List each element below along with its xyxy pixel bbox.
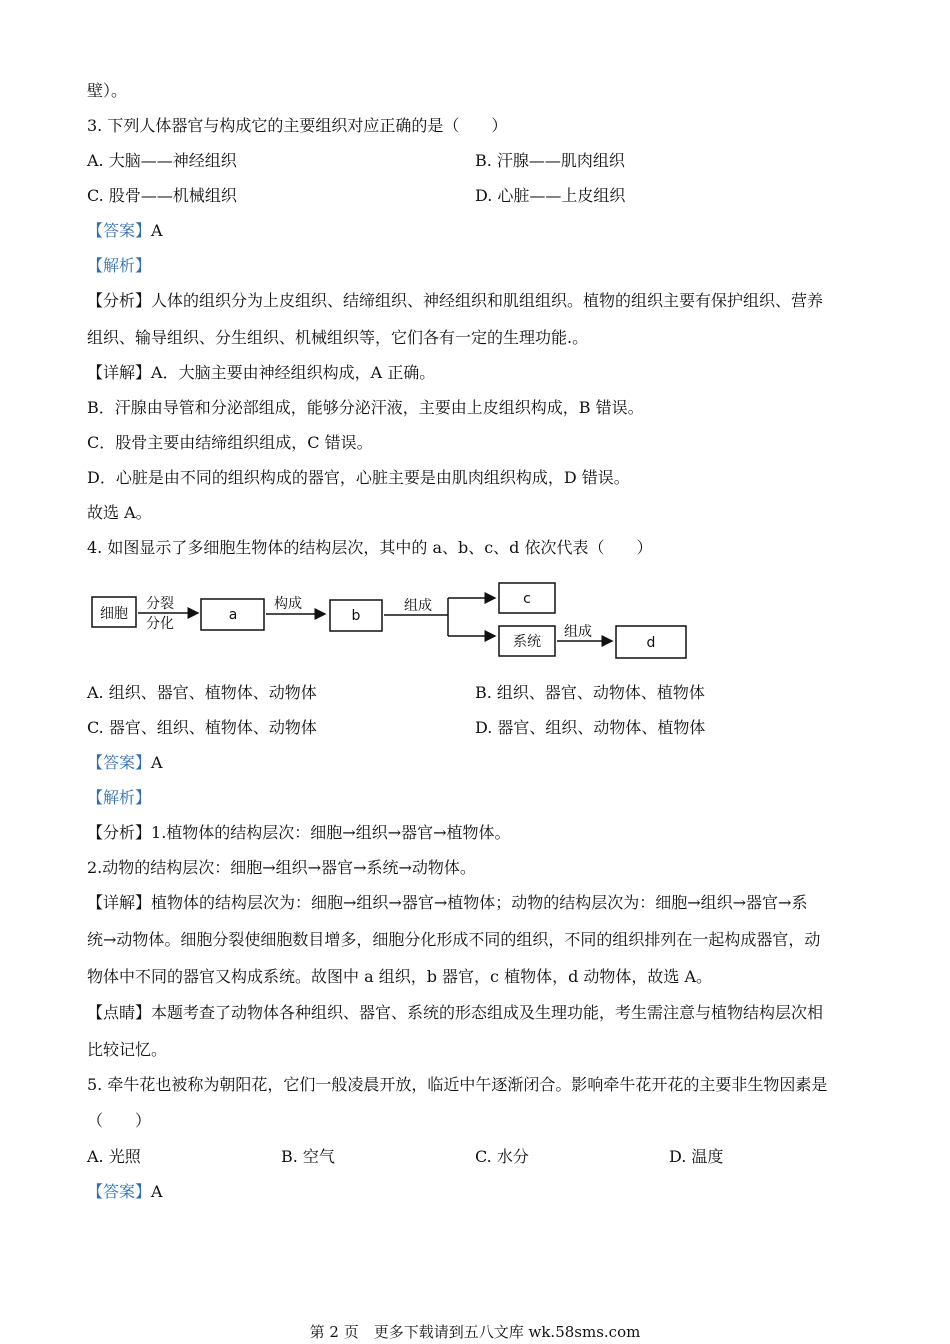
answer-line (87, 220, 163, 242)
q4-option-c: C. 器官、组织、植物体、动物体 (87, 718, 317, 737)
xiangjie-tag: 【详解】 (87, 363, 152, 382)
answer-value-5: A (151, 1182, 163, 1201)
q5-option-c: C. 水分 (475, 1147, 529, 1166)
fenxi-text-4: 1.植物体的结构层次：细胞→组织→器官→植物体。 (151, 823, 511, 842)
answer-tag: 【答案】 (87, 221, 152, 240)
question-3: 3. 下列人体器官与构成它的主要组织对应正确的是（ ） (87, 116, 508, 135)
analysis-line-4b: 2.动物的结构层次：细胞→组织→器官→系统→动物体。 (87, 858, 476, 877)
question-5: 5. 牵牛花也被称为朝阳花，它们一般凌晨开放，临近中午逐渐闭合。影响牵牛花开花的主要非生物因素是 (87, 1075, 828, 1094)
dianjing-tag: 【点睛】 (87, 1003, 152, 1022)
q5-option-b: B. 空气 (281, 1147, 335, 1166)
text-line: 壁）。 (87, 81, 128, 100)
page-footer: 第 2 页 更多下载请到五八文库 wk.58sms.com (309, 1323, 641, 1341)
label-system: 系统 (513, 634, 541, 650)
form-label-2: 组成 (564, 624, 592, 640)
q5-option-d: D. 温度 (669, 1147, 724, 1166)
q3-option-a: A. 大脑——神经组织 (87, 151, 237, 170)
detail-line-b: B．汗腺由导管和分泌部组成，能够分泌汗液，主要由上皮组织构成，B 错误。 (87, 398, 644, 417)
analysis-line-2: 组织、输导组织、分生组织、机械组织等，它们各有一定的生理功能.。 (87, 328, 589, 347)
xiangjie-text: A．大脑主要由神经组织构成，A 正确。 (151, 363, 436, 382)
comment-line (87, 1002, 823, 1024)
q3-option-d: D. 心脏——上皮组织 (475, 186, 626, 205)
question-5-bracket: （ ） (87, 1111, 152, 1130)
q4-option-d: D. 器官、组织、动物体、植物体 (475, 718, 706, 737)
answer-value: A (151, 221, 163, 240)
form-label-1: 组成 (404, 598, 432, 614)
answer-tag-5: 【答案】 (87, 1182, 152, 1201)
detail-line-4 (87, 892, 807, 914)
answer-tag-4: 【答案】 (87, 753, 152, 772)
detail-line-4c: 物体中不同的器官又构成系统。故图中 a 组织，b 器官，c 植物体，d 动物体，故选 A。 (87, 967, 713, 986)
detail-line-c: C．股骨主要由结缔组织组成，C 错误。 (87, 433, 373, 452)
q5-option-a: A. 光照 (87, 1147, 141, 1166)
analysis-tag: 【解析】 (87, 256, 152, 275)
q3-option-b: B. 汗腺——肌肉组织 (475, 151, 625, 170)
detail-line-4b: 统→动物体。细胞分裂使细胞数目增多，细胞分化形成不同的组织，不同的组织排列在一起构成器官，动 (87, 930, 821, 949)
fenxi-tag-4: 【分析】 (87, 823, 152, 842)
detail-line-d: D．心脏是由不同的组织构成的器官，心脏主要是由肌肉组织构成，D 错误。 (87, 468, 630, 487)
answer-value-4: A (151, 753, 163, 772)
label-a: a (228, 607, 238, 623)
fenxi-tag: 【分析】 (87, 291, 152, 310)
fenxi-text: 人体的组织分为上皮组织、结缔组织、神经组织和肌组组织。植物的组织主要有保护组织、营养 (151, 291, 824, 310)
xiangjie-tag-4: 【详解】 (87, 893, 152, 912)
structure-hierarchy-diagram (88, 578, 688, 664)
analysis-tag-4: 【解析】 (87, 788, 152, 807)
xiangjie-text-4: 植物体的结构层次为：细胞→组织→器官→植物体；动物的结构层次为：细胞→组织→器官→系 (151, 893, 808, 912)
q4-option-a: A. 组织、器官、植物体、动物体 (87, 683, 317, 702)
detail-line (87, 362, 435, 384)
q3-option-c: C. 股骨——机械组织 (87, 186, 237, 205)
q4-option-b: B. 组织、器官、动物体、植物体 (475, 683, 705, 702)
label-c: c (523, 591, 531, 607)
answer-line-4 (87, 752, 163, 774)
comment-line-2: 比较记忆。 (87, 1040, 168, 1059)
cell-label: 细胞 (100, 606, 128, 622)
differentiate-label: 分化 (146, 616, 174, 632)
conclusion-line: 故选 A。 (87, 503, 152, 522)
answer-line-5 (87, 1181, 163, 1203)
analysis-line-4 (87, 822, 511, 844)
label-d: d (646, 635, 656, 651)
label-b: b (351, 608, 361, 624)
divide-label: 分裂 (146, 596, 174, 612)
compose-label: 构成 (274, 596, 302, 612)
question-4: 4. 如图显示了多细胞生物体的结构层次，其中的 a、b、c、d 依次代表（ ） (87, 538, 653, 557)
analysis-line (87, 290, 823, 312)
dianjing-text: 本题考查了动物体各种组织、器官、系统的形态组成及生理功能，考生需注意与植物结构层次相 (151, 1003, 824, 1022)
